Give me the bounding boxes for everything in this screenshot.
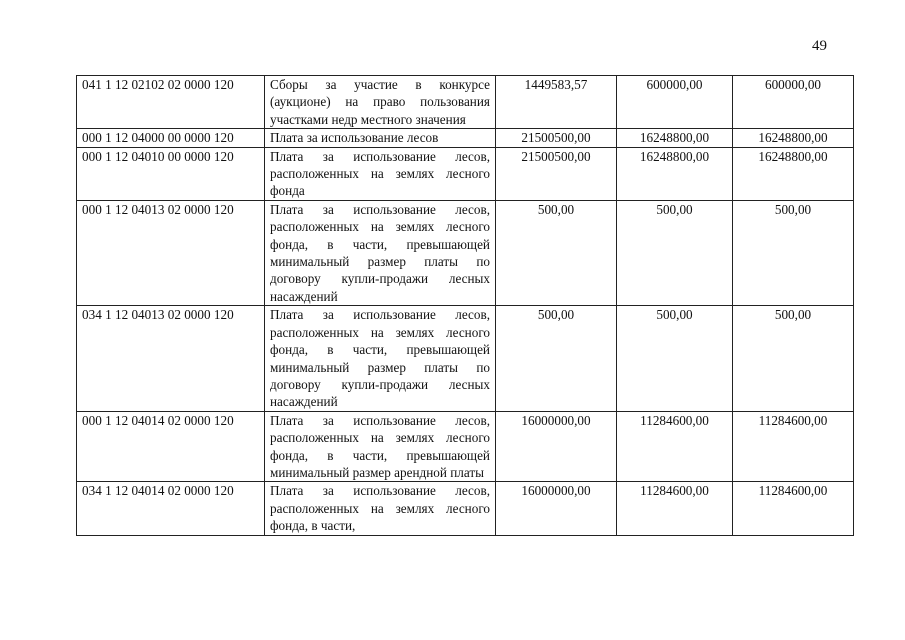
amount-cell-3: 11284600,00: [733, 482, 854, 535]
amount-cell-2: 11284600,00: [617, 411, 733, 482]
revenue-code-cell: 000 1 12 04014 02 0000 120: [77, 411, 265, 482]
amount-cell-3: 16248800,00: [733, 147, 854, 200]
revenue-name-cell: Плата за использование лесов, расположенных на землях лесного фонда: [265, 147, 496, 200]
table-row: [77, 76, 854, 129]
amount-cell-3: 16248800,00: [733, 129, 854, 147]
amount-cell-2: 16248800,00: [617, 147, 733, 200]
amount-cell-2: 500,00: [617, 200, 733, 305]
amount-cell-1: 1449583,57: [496, 76, 617, 129]
table-row: [77, 411, 854, 482]
page-number: 49: [812, 38, 827, 54]
amount-cell-3: 500,00: [733, 200, 854, 305]
amount-cell-2: 600000,00: [617, 76, 733, 129]
amount-cell-1: 500,00: [496, 200, 617, 305]
table-row: [77, 147, 854, 200]
revenue-name-cell: Плата за использование лесов, расположенных на землях лесного фонда, в части, превышающей минимальный размер платы по договору купли-продажи лесных насаждений: [265, 200, 496, 305]
revenue-code-cell: 034 1 12 04013 02 0000 120: [77, 306, 265, 411]
amount-cell-3: 500,00: [733, 306, 854, 411]
revenue-name-cell: Сборы за участие в конкурсе (аукционе) на право пользования участками недр местного значения: [265, 76, 496, 129]
revenue-name-cell: Плата за использование лесов, расположенных на землях лесного фонда, в части,: [265, 482, 496, 535]
revenue-name-cell: Плата за использование лесов, расположенных на землях лесного фонда, в части, превышающей минимальный размер арендной платы: [265, 411, 496, 482]
amount-cell-2: 16248800,00: [617, 129, 733, 147]
amount-cell-1: 21500500,00: [496, 147, 617, 200]
amount-cell-1: 21500500,00: [496, 129, 617, 147]
revenue-code-cell: 034 1 12 04014 02 0000 120: [77, 482, 265, 535]
amount-cell-2: 11284600,00: [617, 482, 733, 535]
table-row: [77, 482, 854, 535]
revenue-name-cell: Плата за использование лесов: [265, 129, 496, 147]
budget-table: [76, 75, 854, 536]
revenue-name-cell: Плата за использование лесов, расположенных на землях лесного фонда, в части, превышающей минимальный размер платы по договору купли-продажи лесных насаждений: [265, 306, 496, 411]
revenue-code-cell: 000 1 12 04010 00 0000 120: [77, 147, 265, 200]
amount-cell-3: 600000,00: [733, 76, 854, 129]
amount-cell-1: 16000000,00: [496, 411, 617, 482]
table-row: [77, 306, 854, 411]
amount-cell-1: 16000000,00: [496, 482, 617, 535]
revenue-code-cell: 000 1 12 04013 02 0000 120: [77, 200, 265, 305]
revenue-code-cell: 000 1 12 04000 00 0000 120: [77, 129, 265, 147]
amount-cell-1: 500,00: [496, 306, 617, 411]
table-row: [77, 200, 854, 305]
table-row: [77, 129, 854, 147]
amount-cell-3: 11284600,00: [733, 411, 854, 482]
amount-cell-2: 500,00: [617, 306, 733, 411]
revenue-code-cell: 041 1 12 02102 02 0000 120: [77, 76, 265, 129]
